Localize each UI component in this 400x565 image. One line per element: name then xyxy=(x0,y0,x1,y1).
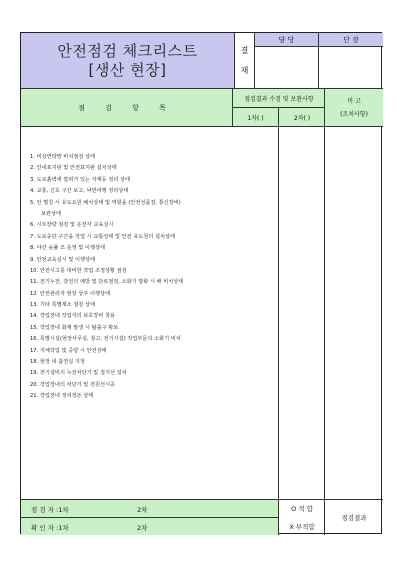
list-item: 1. 비상연락망 비치점검 상태 xyxy=(30,154,96,160)
approval-label-char: 재 xyxy=(240,65,249,75)
list-item: 14. 작업장내 작업자의 보호장비 착용 xyxy=(30,313,116,320)
approval-label xyxy=(235,33,255,89)
list-item: 7. 도로중단 구간을 작업 시 교통상태 및 안전 유도원의 설치상태 xyxy=(30,233,176,240)
remark-sub-label: (조치사항) xyxy=(340,110,368,118)
list-item: 21. 작업장내 정리정돈 상태 xyxy=(30,393,94,400)
list-item: 17. 지체작업 및 중량 시 안전상태 xyxy=(30,347,107,354)
list-item: 15. 작업장내 화재 발생 시 탈출구 확보 xyxy=(30,324,119,331)
list-item: 18. 현장 내 흡연실 지정 xyxy=(30,359,85,366)
column-header-remark xyxy=(325,89,383,127)
legend-ok: O 적 합 xyxy=(291,505,313,514)
list-item: 20. 작업장내의 차단기 및 전원선시공 xyxy=(30,381,116,388)
list-item: 보관상태 xyxy=(41,210,62,217)
list-item: 13. 기타 특별계소 점검 상태 xyxy=(30,302,95,309)
sign-box-head[interactable] xyxy=(319,47,383,89)
list-item: 16. 특별시설(현장사무실, 창고, 전기시설) 작업부문의 소화기 비치 xyxy=(30,336,181,343)
list-item: 8. 야간 숲풀 조 운영 및 이행상태 xyxy=(30,245,105,252)
title-box xyxy=(21,33,235,89)
round1-label: 1차( ) xyxy=(233,108,279,127)
page-title: 안전점검 체크리스트 xyxy=(57,41,198,60)
inspector-second-label: 2차 xyxy=(137,506,148,514)
confirmer-second-label: 2차 xyxy=(137,523,148,532)
column-header-items: 점 검 항 목 xyxy=(21,89,233,127)
sign-header-manager: 담 당 xyxy=(255,33,319,47)
list-item: 12. 안전관리자 현장 상주 이행상태 xyxy=(30,290,110,297)
check-result-label: 점검결과 수검 및 보완사항 xyxy=(233,89,325,108)
sign-box-manager[interactable] xyxy=(255,47,319,89)
round2-label: 2차( ) xyxy=(293,115,311,122)
list-item: 9. 안전교육실시 및 이행상태 xyxy=(30,256,96,263)
list-item: 5. 안 벌칭 시 유도요원 배치상태 및 역할을 (안전성품질, 통신장비) xyxy=(30,199,181,206)
inspector-row xyxy=(21,500,279,518)
list-item: 6. 시트장량 점검 및 운전자 교육실시 xyxy=(30,222,114,229)
list-item: 19. 전기설비의 누전차단기 및 접지선 설치 xyxy=(30,370,127,377)
list-item: 4. 교통, 신호 구간 보고, 낙반여행 정리상태 xyxy=(30,188,129,195)
approval-label-char: 결 xyxy=(240,45,249,55)
column-header-check-result xyxy=(233,89,325,127)
confirmer-row xyxy=(21,518,279,536)
list-item: 11. 전기누전, 감전의 예방 및 단로점검, 소화기 방화 시 배 비치상태 xyxy=(30,279,184,286)
result-legend xyxy=(279,500,325,535)
page-subtitle: [생산 현장] xyxy=(88,60,167,79)
confirmer-label: 확 인 자 :1차 xyxy=(31,523,69,532)
round2-column[interactable] xyxy=(279,127,325,500)
inspector-label: 점 검 자 :1차 xyxy=(31,506,69,514)
checklist-items xyxy=(21,127,279,500)
remark-column[interactable] xyxy=(325,127,383,500)
list-item: 10. 안전시고를 대비한 작업 조정상황 점검 xyxy=(30,267,127,274)
remark-label: 비 고 xyxy=(347,97,361,105)
checklist-sheet xyxy=(20,32,382,534)
list-item: 3. 도로흙벽에 깔려가 있는 자재등 정리 상태 xyxy=(30,176,131,183)
legend-ng: X 부적합 xyxy=(289,522,315,531)
inspector-block xyxy=(21,500,279,535)
list-item: 2. 안내표지판 및 안전표지판 설치상태 xyxy=(30,165,117,172)
sign-header-head: 단 장 xyxy=(319,33,383,47)
result-label: 점검결과 xyxy=(341,514,367,522)
